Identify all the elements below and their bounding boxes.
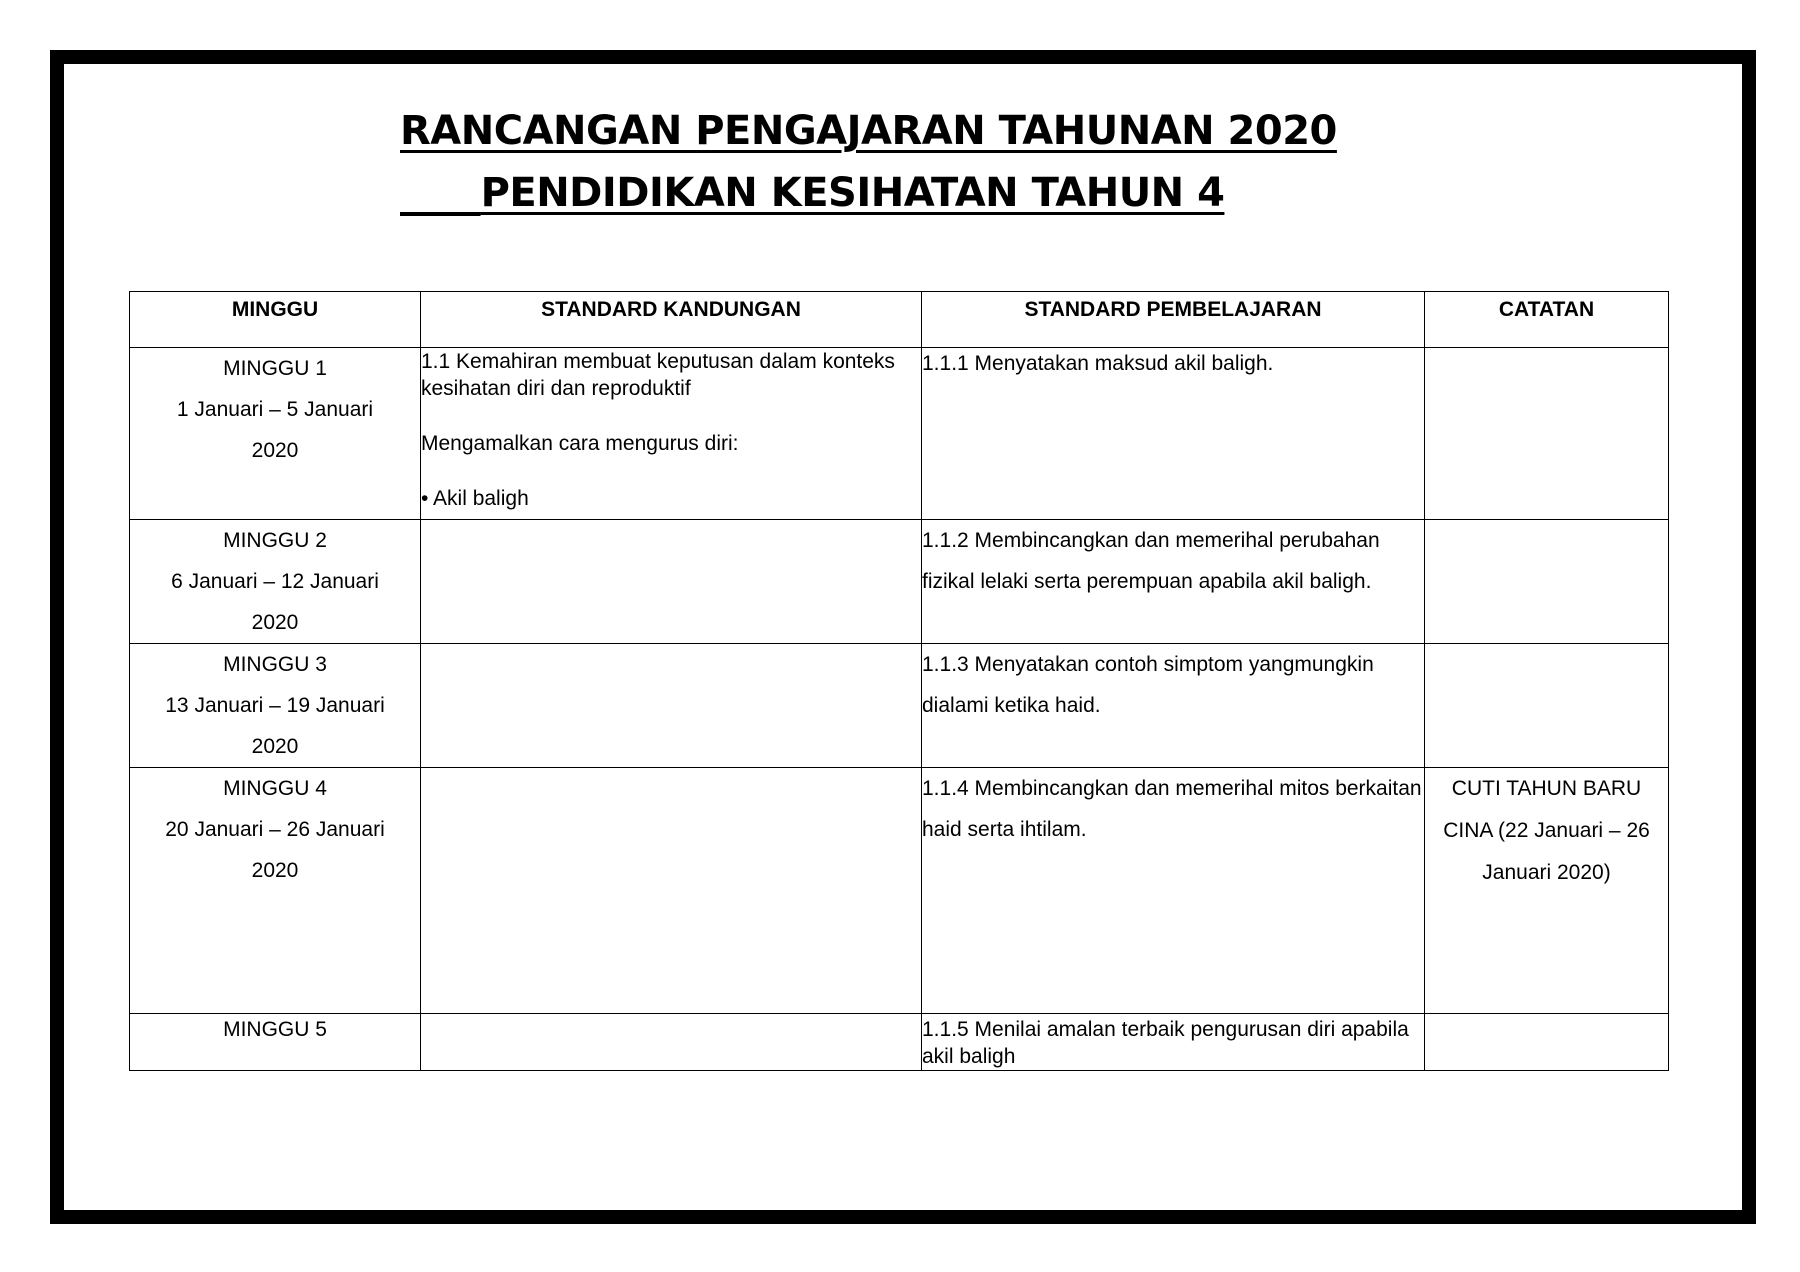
standard-pembelajaran-cell: 1.1.1 Menyatakan maksud akil baligh. <box>922 348 1425 520</box>
week-dates: 20 Januari – 26 Januari <box>165 818 385 841</box>
catatan-cell <box>1425 348 1669 520</box>
content-standard-bullet: • Akil baligh <box>421 487 529 510</box>
week-year: 2020 <box>251 735 299 758</box>
table-row <box>130 520 1669 644</box>
header-catatan: CATATAN <box>1425 292 1669 348</box>
standard-pembelajaran-cell: 1.1.5 Menilai amalan terbaik pengurusan diri apabila akil baligh <box>922 1014 1425 1071</box>
standard-pembelajaran-cell: 1.1.4 Membincangkan dan memerihal mitos berkaitan haid serta ihtilam. <box>922 768 1425 1014</box>
week-year: 2020 <box>251 439 299 462</box>
week-label: MINGGU 3 <box>223 653 327 676</box>
week-cell <box>130 768 421 1014</box>
week-label: MINGGU 2 <box>223 529 327 552</box>
document-title: RANCANGAN PENGAJARAN TAHUNAN 2020 <box>400 108 1337 154</box>
week-cell <box>130 520 421 644</box>
week-year: 2020 <box>251 611 299 634</box>
week-dates: 13 Januari – 19 Januari <box>165 694 385 717</box>
header-minggu: MINGGU <box>130 292 421 348</box>
header-standard-pembelajaran: STANDARD PEMBELAJARAN <box>922 292 1425 348</box>
table-row <box>130 644 1669 768</box>
content-standard-main: 1.1 Kemahiran membuat keputusan dalam konteks kesihatan diri dan reproduktif <box>421 350 895 400</box>
table-row <box>130 1014 1669 1071</box>
lesson-plan-table <box>129 291 1669 1071</box>
week-cell <box>130 1014 421 1071</box>
header-standard-kandungan: STANDARD KANDUNGAN <box>421 292 922 348</box>
document-subtitle: PENDIDIKAN KESIHATAN TAHUN 4 <box>480 170 1225 216</box>
table-row <box>130 348 1669 520</box>
content-standard-sub: Mengamalkan cara mengurus diri: <box>421 432 739 455</box>
catatan-cell <box>1425 1014 1669 1071</box>
standard-pembelajaran-cell: 1.1.3 Menyatakan contoh simptom yangmungkin dialami ketika haid. <box>922 644 1425 768</box>
standard-kandungan-cell <box>421 1014 922 1071</box>
week-cell <box>130 644 421 768</box>
table-header-row <box>130 292 1669 348</box>
week-label: MINGGU 1 <box>223 357 327 380</box>
week-label: MINGGU 4 <box>223 777 327 800</box>
week-dates: 6 Januari – 12 Januari <box>171 570 379 593</box>
standard-pembelajaran-cell: 1.1.2 Membincangkan dan memerihal perubahan fizikal lelaki serta perempuan apabila akil baligh. <box>922 520 1425 644</box>
week-dates: 1 Januari – 5 Januari <box>176 398 374 421</box>
standard-kandungan-cell <box>421 768 922 1014</box>
table-row <box>130 768 1669 1014</box>
standard-kandungan-cell <box>421 520 922 644</box>
week-year: 2020 <box>251 859 299 882</box>
week-label: MINGGU 5 <box>223 1018 327 1041</box>
catatan-cell: CUTI TAHUN BARU CINA (22 Januari – 26 Januari 2020) <box>1425 768 1669 1014</box>
catatan-cell <box>1425 520 1669 644</box>
week-cell <box>130 348 421 520</box>
standard-kandungan-cell <box>421 348 922 520</box>
standard-kandungan-cell <box>421 644 922 768</box>
catatan-cell <box>1425 644 1669 768</box>
